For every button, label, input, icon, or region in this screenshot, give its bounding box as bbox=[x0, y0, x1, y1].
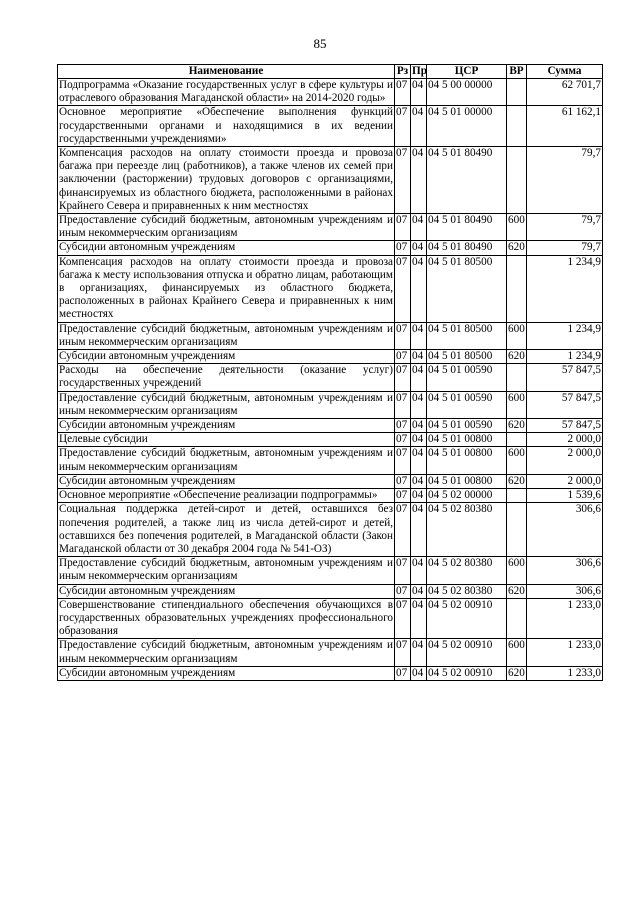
table-row bbox=[58, 147, 603, 214]
table-row bbox=[58, 391, 603, 418]
cell-name: Предоставление субсидий бюджетным, автономным учреждениям и иным некоммерческим организациям bbox=[59, 447, 393, 473]
cell-sum: 2 000,0 bbox=[527, 447, 603, 474]
cell-name: Предоставление субсидий бюджетным, автономным учреждениям и иным некоммерческим организациям bbox=[59, 639, 393, 665]
cell-pr: 04 bbox=[411, 419, 427, 433]
cell-sum: 306,6 bbox=[527, 503, 603, 557]
cell-pr: 04 bbox=[411, 255, 427, 322]
cell-vr: 600 bbox=[507, 557, 527, 584]
cell-csr: 04 5 01 00590 bbox=[427, 391, 507, 418]
cell-csr: 04 5 01 00800 bbox=[427, 474, 507, 488]
header-pr: Пр bbox=[412, 65, 427, 77]
cell-name: Субсидии автономным учреждениям bbox=[58, 584, 395, 598]
cell-rz: 07 bbox=[395, 584, 411, 598]
cell-rz: 07 bbox=[395, 106, 411, 147]
table-row bbox=[58, 503, 603, 557]
cell-pr: 04 bbox=[411, 350, 427, 364]
cell-name: Целевые субсидии bbox=[58, 433, 395, 447]
cell-sum: 79,7 bbox=[527, 214, 603, 241]
cell-csr: 04 5 01 80490 bbox=[427, 147, 507, 214]
cell-name: Расходы на обеспечение деятельности (оказание услуг) государственных учреждений bbox=[59, 364, 393, 390]
cell-csr: 04 5 01 80500 bbox=[427, 322, 507, 349]
cell-csr: 04 5 02 00910 bbox=[427, 598, 507, 639]
cell-csr: 04 5 01 80500 bbox=[427, 255, 507, 322]
cell-vr: 620 bbox=[508, 666, 525, 679]
cell-vr: 600 bbox=[507, 214, 527, 241]
cell-vr: 620 bbox=[508, 474, 525, 487]
cell-csr: 04 5 02 00000 bbox=[427, 489, 507, 503]
cell-pr: 04 bbox=[411, 639, 427, 666]
cell-csr: 04 5 02 00910 bbox=[427, 639, 507, 666]
cell-name: Основное мероприятие «Обеспечение выполнения функций государственными органами и находящимися в их ведении государственными учреждениями» bbox=[59, 106, 393, 145]
table-row bbox=[58, 598, 603, 639]
cell-csr: 04 5 02 80380 bbox=[427, 584, 507, 598]
header-rz: Рз bbox=[395, 65, 411, 79]
cell-pr: 04 bbox=[411, 489, 427, 503]
cell-vr bbox=[507, 79, 527, 106]
cell-vr bbox=[507, 598, 527, 639]
table-row bbox=[58, 322, 603, 349]
cell-csr: 04 5 01 80490 bbox=[427, 214, 507, 241]
cell-vr bbox=[507, 255, 527, 322]
cell-name: Субсидии автономным учреждениям bbox=[58, 666, 395, 680]
cell-sum: 1 233,0 bbox=[527, 639, 603, 666]
header-csr: ЦСР bbox=[427, 65, 507, 79]
cell-rz: 07 bbox=[395, 489, 411, 503]
cell-rz: 07 bbox=[395, 557, 411, 584]
cell-name: Совершенствование стипендиального обеспечения обучающихся в государственных образовательных учреждениях профессионального образования bbox=[59, 598, 393, 638]
cell-sum: 1 234,9 bbox=[527, 350, 603, 364]
cell-sum: 2 000,0 bbox=[527, 474, 603, 488]
page-number: 85 bbox=[313, 36, 327, 51]
cell-name: Компенсация расходов на оплату стоимости проезда и провоза багажа при переезде лиц (работников), а также членов их семей при заключении (расторжении) трудовых договоров с организациями, финансируемых из областного бюджета, расположенными в районах Крайнего Севера и приравненных к ним местностях bbox=[59, 147, 393, 212]
cell-rz: 07 bbox=[395, 214, 411, 241]
cell-rz: 07 bbox=[395, 255, 411, 322]
cell-pr: 04 bbox=[411, 598, 427, 639]
cell-vr bbox=[507, 489, 527, 503]
cell-sum: 1 233,0 bbox=[527, 666, 603, 680]
cell-name: Подпрограмма «Оказание государственных услуг в сфере культуры и отраслевого образования Магаданской области» на 2014-2020 годы» bbox=[59, 79, 393, 105]
cell-vr: 600 bbox=[507, 447, 527, 474]
cell-vr: 620 bbox=[508, 584, 525, 597]
cell-rz: 07 bbox=[395, 322, 411, 349]
cell-pr: 04 bbox=[411, 666, 427, 680]
cell-sum: 79,7 bbox=[527, 147, 603, 214]
cell-rz: 07 bbox=[395, 503, 411, 557]
cell-name: Основное мероприятие «Обеспечение реализации подпрограммы» bbox=[58, 489, 395, 503]
cell-rz: 07 bbox=[395, 241, 411, 255]
cell-sum: 61 162,1 bbox=[527, 106, 603, 147]
cell-csr: 04 5 02 80380 bbox=[427, 557, 507, 584]
cell-rz: 07 bbox=[395, 391, 411, 418]
table-row bbox=[58, 433, 603, 447]
cell-name: Субсидии автономным учреждениям bbox=[58, 241, 395, 255]
cell-pr: 04 bbox=[411, 503, 427, 557]
cell-vr: 620 bbox=[508, 241, 525, 254]
cell-rz: 07 bbox=[395, 433, 411, 447]
cell-pr: 04 bbox=[411, 433, 427, 447]
cell-sum: 1 233,0 bbox=[527, 598, 603, 639]
cell-rz: 07 bbox=[395, 447, 411, 474]
cell-csr: 04 5 01 00800 bbox=[427, 433, 507, 447]
cell-csr: 04 5 01 80500 bbox=[427, 350, 507, 364]
cell-name: Субсидии автономным учреждениям bbox=[58, 350, 395, 364]
cell-name: Субсидии автономным учреждениям bbox=[58, 474, 395, 488]
cell-pr: 04 bbox=[411, 364, 427, 391]
cell-sum: 79,7 bbox=[527, 241, 603, 255]
cell-csr: 04 5 01 00590 bbox=[427, 419, 507, 433]
cell-name: Предоставление субсидий бюджетным, автономным учреждениям и иным некоммерческим организациям bbox=[59, 214, 393, 240]
cell-sum: 1 539,6 bbox=[527, 489, 603, 503]
cell-sum: 306,6 bbox=[527, 557, 603, 584]
cell-sum: 62 701,7 bbox=[527, 79, 603, 106]
table-row bbox=[58, 584, 603, 598]
cell-name: Предоставление субсидий бюджетным, автономным учреждениям и иным некоммерческим организациям bbox=[59, 557, 393, 583]
header-vr: ВР bbox=[507, 65, 527, 79]
cell-pr: 04 bbox=[411, 474, 427, 488]
table-row bbox=[58, 255, 603, 322]
cell-pr: 04 bbox=[411, 557, 427, 584]
cell-pr: 04 bbox=[411, 214, 427, 241]
cell-sum: 57 847,5 bbox=[527, 391, 603, 418]
budget-table bbox=[57, 64, 603, 681]
cell-sum: 306,6 bbox=[527, 584, 603, 598]
cell-name: Предоставление субсидий бюджетным, автономным учреждениям и иным некоммерческим организациям bbox=[59, 322, 393, 348]
table-row bbox=[58, 474, 603, 488]
cell-csr: 04 5 00 00000 bbox=[427, 79, 507, 106]
cell-csr: 04 5 01 00000 bbox=[427, 106, 507, 147]
cell-rz: 07 bbox=[395, 79, 411, 106]
cell-csr: 04 5 02 00910 bbox=[427, 666, 507, 680]
cell-vr: 620 bbox=[508, 419, 525, 432]
cell-pr: 04 bbox=[411, 79, 427, 106]
cell-name: Социальная поддержка детей-сирот и детей, оставшихся без попечения родителей, а также лиц из числа детей-сирот и детей, оставшихся без попечения родителей, в Магаданской области (Закон Магаданской области от 30 декабря 2004 года № 541-ОЗ) bbox=[59, 503, 393, 555]
cell-sum: 57 847,5 bbox=[527, 364, 603, 391]
cell-csr: 04 5 01 80490 bbox=[427, 241, 507, 255]
cell-pr: 04 bbox=[411, 391, 427, 418]
cell-vr bbox=[507, 433, 527, 447]
cell-vr: 620 bbox=[508, 350, 525, 363]
table-row bbox=[58, 447, 603, 474]
cell-sum: 57 847,5 bbox=[527, 419, 603, 433]
cell-name: Субсидии автономным учреждениям bbox=[58, 419, 395, 433]
cell-sum: 2 000,0 bbox=[527, 433, 603, 447]
cell-sum: 1 234,9 bbox=[527, 255, 603, 322]
table-body bbox=[58, 79, 603, 681]
cell-pr: 04 bbox=[411, 447, 427, 474]
cell-csr: 04 5 01 00800 bbox=[427, 447, 507, 474]
cell-pr: 04 bbox=[411, 106, 427, 147]
cell-rz: 07 bbox=[395, 474, 411, 488]
cell-name: Предоставление субсидий бюджетным, автономным учреждениям и иным некоммерческим организациям bbox=[59, 391, 393, 417]
table-row bbox=[58, 666, 603, 680]
table-row bbox=[58, 364, 603, 391]
cell-sum: 1 234,9 bbox=[527, 322, 603, 349]
header-name: Наименование bbox=[58, 65, 395, 79]
cell-vr bbox=[507, 364, 527, 391]
cell-rz: 07 bbox=[395, 350, 411, 364]
cell-vr: 600 bbox=[507, 391, 527, 418]
table-row bbox=[58, 419, 603, 433]
cell-rz: 07 bbox=[395, 419, 411, 433]
header-sum: Сумма bbox=[527, 65, 603, 79]
table-row bbox=[58, 639, 603, 666]
cell-rz: 07 bbox=[395, 598, 411, 639]
cell-rz: 07 bbox=[395, 666, 411, 680]
cell-pr: 04 bbox=[411, 322, 427, 349]
table-row bbox=[58, 489, 603, 503]
cell-pr: 04 bbox=[411, 147, 427, 214]
table-row bbox=[58, 106, 603, 147]
table-row bbox=[58, 350, 603, 364]
cell-pr: 04 bbox=[411, 584, 427, 598]
cell-vr bbox=[507, 106, 527, 147]
cell-pr: 04 bbox=[411, 241, 427, 255]
cell-vr bbox=[507, 503, 527, 557]
cell-vr: 600 bbox=[507, 322, 527, 349]
cell-rz: 07 bbox=[395, 147, 411, 214]
cell-vr: 600 bbox=[507, 639, 527, 666]
cell-name: Компенсация расходов на оплату стоимости проезда и провоза багажа к месту использования отпуска и обратно лицам, работающим в организациях, финансируемых из областного бюджета, расположенных в районах Крайнего Севера и приравненных к ним местностях bbox=[59, 255, 393, 321]
cell-rz: 07 bbox=[395, 639, 411, 666]
table-row bbox=[58, 241, 603, 255]
table-row bbox=[58, 214, 603, 241]
table-header-row bbox=[58, 65, 603, 79]
cell-vr bbox=[507, 147, 527, 214]
cell-rz: 07 bbox=[395, 364, 411, 391]
table-row bbox=[58, 79, 603, 106]
cell-csr: 04 5 02 80380 bbox=[427, 503, 507, 557]
cell-csr: 04 5 01 00590 bbox=[427, 364, 507, 391]
table-row bbox=[58, 557, 603, 584]
